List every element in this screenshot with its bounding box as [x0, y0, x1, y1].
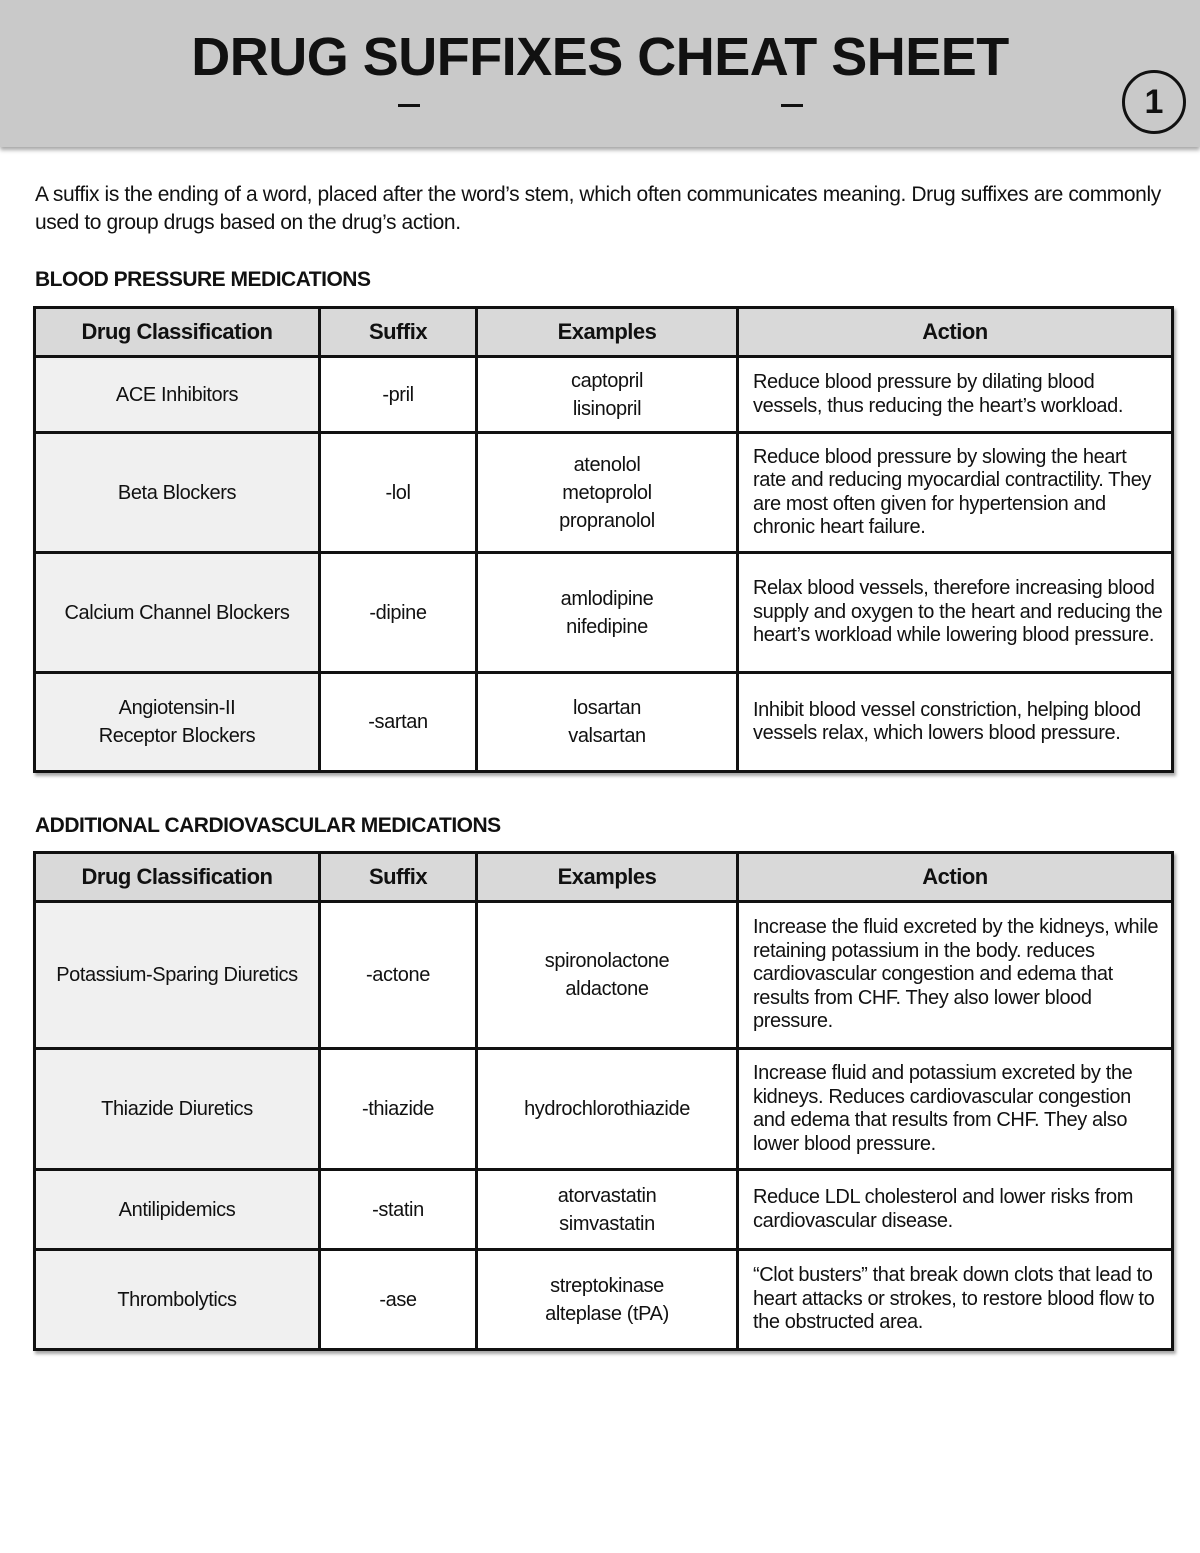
classification-cell	[35, 1049, 320, 1170]
example-drug: simvastatin	[559, 1212, 655, 1235]
action-cell: Reduce blood pressure by slowing the heart rate and reducing myocardial contractility. They are most often given for hypertension and chronic heart failure.	[738, 433, 1173, 553]
column-header-classification: Drug Classification	[35, 308, 320, 357]
example-drug: alteplase (tPA)	[545, 1302, 669, 1325]
classification-cell	[35, 673, 320, 772]
example-drug: valsartan	[568, 725, 646, 747]
column-header-action: Action	[738, 308, 1173, 357]
example-drug: lisinopril	[572, 397, 642, 420]
table-row	[35, 357, 1173, 433]
examples-cell	[477, 673, 738, 772]
example-drug: nifedipine	[566, 615, 648, 638]
examples-cell	[477, 433, 738, 553]
suffix-cell: -thiazide	[320, 1049, 477, 1170]
example-drug: atenolol	[573, 453, 641, 476]
example-drug: amlodipine	[560, 587, 654, 610]
classification-cell	[35, 1170, 320, 1250]
example-drug: hydrochlorothiazide	[524, 1098, 690, 1120]
action-cell: Inhibit blood vessel constriction, helping blood vessels relax, which lowers blood pressure.	[738, 673, 1173, 772]
title-underline-dash	[398, 104, 420, 107]
action-cell: Increase the fluid excreted by the kidneys, while retaining potassium in the body. reduces cardiovascular congestion and edema that results from CHF. They also lower blood pressure.	[738, 902, 1173, 1049]
example-drug: losartan	[573, 697, 641, 719]
action-cell: Relax blood vessels, therefore increasing blood supply and oxygen to the heart and reducing the heart’s workload while lowering blood pressure.	[738, 553, 1173, 673]
intro-paragraph: A suffix is the ending of a word, placed after the word’s stem, which often communicates meaning. Drug suffixes are commonly used to group drugs based on the drug’s action.	[35, 183, 1161, 234]
examples-cell	[477, 1049, 738, 1170]
column-header-examples: Examples	[477, 853, 738, 902]
example-drug: spironolactone	[544, 950, 670, 972]
examples-cell	[477, 357, 738, 433]
action-cell: Reduce LDL cholesterol and lower risks from cardiovascular disease.	[738, 1170, 1173, 1250]
section-title-cardiovascular: ADDITIONAL CARDIOVASCULAR MEDICATIONS	[35, 814, 501, 837]
table-header-row	[35, 853, 1173, 902]
classification-text: Potassium-Sparing Diuretics	[56, 964, 298, 986]
column-header-action: Action	[738, 853, 1173, 902]
page-number-badge: 1	[1122, 70, 1186, 134]
classification-cell	[35, 902, 320, 1049]
suffix-cell: -lol	[320, 433, 477, 553]
table-row	[35, 1049, 1173, 1170]
table-header-row	[35, 308, 1173, 357]
cardiovascular-table	[33, 851, 1174, 1351]
table-row	[35, 673, 1173, 772]
column-header-classification: Drug Classification	[35, 853, 320, 902]
examples-cell	[477, 553, 738, 673]
column-header-suffix: Suffix	[320, 308, 477, 357]
classification-text: Calcium Channel Blockers	[64, 601, 290, 624]
page-header	[0, 0, 1200, 147]
action-cell: Increase fluid and potassium excreted by the kidneys. Reduces cardiovascular congestion and edema that results from CHF. They also lower blood pressure.	[738, 1049, 1173, 1170]
example-drug: metoprolol	[562, 481, 652, 504]
suffix-cell: -pril	[320, 357, 477, 433]
examples-cell	[477, 1170, 738, 1250]
example-drug: captopril	[571, 369, 643, 392]
examples-cell	[477, 902, 738, 1049]
classification-cell	[35, 553, 320, 673]
table-row	[35, 553, 1173, 673]
suffix-cell: -ase	[320, 1250, 477, 1350]
table-row	[35, 902, 1173, 1049]
column-header-examples: Examples	[477, 308, 738, 357]
classification-cell	[35, 357, 320, 433]
classification-text: Thrombolytics	[117, 1288, 237, 1311]
classification-text: Beta Blockers	[117, 481, 237, 504]
classification-text: Angiotensin-II	[118, 697, 236, 719]
table-row	[35, 433, 1173, 553]
classification-text: Thiazide Diuretics	[101, 1098, 253, 1120]
classification-cell	[35, 1250, 320, 1350]
table-row	[35, 1170, 1173, 1250]
suffix-cell: -sartan	[320, 673, 477, 772]
action-cell: “Clot busters” that break down clots that lead to heart attacks or strokes, to restore blood flow to the obstructed area.	[738, 1250, 1173, 1350]
suffix-cell: -statin	[320, 1170, 477, 1250]
example-drug: atorvastatin	[557, 1184, 657, 1207]
action-cell: Reduce blood pressure by dilating blood vessels, thus reducing the heart’s workload.	[738, 357, 1173, 433]
example-drug: streptokinase	[550, 1274, 664, 1297]
classification-text: Antilipidemics	[118, 1198, 236, 1221]
table-row	[35, 1250, 1173, 1350]
suffix-cell: -dipine	[320, 553, 477, 673]
example-drug: propranolol	[559, 509, 655, 532]
example-drug: aldactone	[565, 978, 649, 1000]
examples-cell	[477, 1250, 738, 1350]
title-underline-dash	[781, 104, 803, 107]
blood-pressure-table	[33, 306, 1174, 773]
classification-cell	[35, 433, 320, 553]
column-header-suffix: Suffix	[320, 853, 477, 902]
suffix-cell: -actone	[320, 902, 477, 1049]
page-title: DRUG SUFFIXES CHEAT SHEET	[191, 27, 1009, 87]
section-title-blood-pressure: BLOOD PRESSURE MEDICATIONS	[35, 268, 371, 291]
classification-text: Receptor Blockers	[98, 725, 256, 747]
classification-text: ACE Inhibitors	[115, 383, 239, 406]
